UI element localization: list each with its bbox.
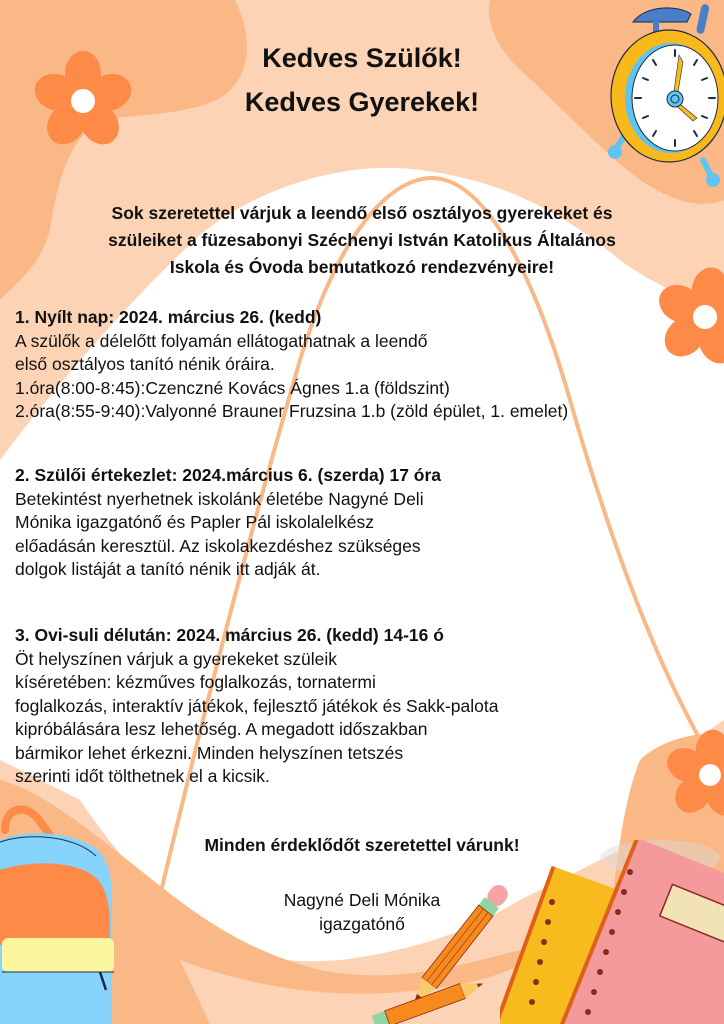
intro-line: szüleiket a füzesabonyi Széchenyi István Katolikus Általános: [108, 230, 616, 250]
backpack-icon: [0, 800, 120, 1024]
section-line: előadásán keresztül. Az iskolakezdéshez szükséges: [15, 535, 421, 556]
section-line: Mónika igazgatónő és Papler Pál iskolalelkész: [15, 512, 374, 532]
intro-line: Sok szeretettel várjuk a leendő első osztályos gyerekeket és: [111, 203, 613, 223]
greeting-line-2: Kedves Gyerekek!: [244, 87, 480, 117]
closing-line: Minden érdeklődőt szeretettel várunk!: [204, 835, 520, 855]
greeting-line-1: Kedves Szülők!: [262, 43, 462, 73]
section-line: A szülők a délelőtt folyamán ellátogathatnak a leendő: [15, 330, 428, 351]
section-line: foglalkozás, interaktív játékok, fejlesztő játékok és Sakk-palota: [15, 695, 499, 716]
greeting-title: [0, 36, 724, 124]
section-heading: 1. Nyílt nap: 2024. március 26. (kedd): [15, 307, 322, 327]
notebook-icon: [500, 840, 724, 1024]
section-kindergarten-afternoon: [15, 624, 715, 789]
section-open-day: [15, 306, 715, 424]
section-line: Betekintést nyerhetnek iskolánk életébe Nagyné Deli: [15, 488, 424, 509]
section-parents-meeting: [15, 464, 715, 582]
pencil-icon: [360, 975, 510, 1024]
section-line: Öt helyszínen várjuk a gyerekeket szüleik: [15, 648, 337, 669]
section-heading: 3. Ovi-suli délután: 2024. március 26. (kedd) 14-16 ó: [15, 625, 444, 645]
section-line: dolgok listáját a tanító nénik itt adják át.: [15, 559, 321, 579]
section-line: kipróbálására lesz lehetőség. A megadott időszakban: [15, 719, 428, 739]
intro-paragraph: [40, 200, 684, 281]
signature: [240, 888, 484, 936]
signature-role: igazgatónő: [319, 914, 405, 934]
section-line: első osztályos tanító nénik óráira.: [15, 354, 275, 374]
section-line: 2.óra(8:55-9:40):Valyonné Brauner Fruzsina 1.b (zöld épület, 1. emelet): [15, 401, 569, 421]
section-line: bármikor lehet érkezni. Minden helyszínen tetszés: [15, 742, 404, 763]
section-heading: 2. Szülői értekezlet: 2024.március 6. (szerda) 17 óra: [15, 465, 442, 485]
section-line: kíséretében: kézműves foglalkozás, tornatermi: [15, 672, 376, 692]
intro-line: Iskola és Óvoda bemutatkozó rendezvényeire!: [169, 257, 555, 277]
section-line: 1.óra(8:00-8:45):Czenczné Kovács Ágnes 1.a (földszint): [15, 377, 450, 398]
signature-name: Nagyné Deli Mónika: [283, 890, 441, 910]
section-line: szerinti időt tölthetnek el a kicsik.: [15, 766, 270, 786]
